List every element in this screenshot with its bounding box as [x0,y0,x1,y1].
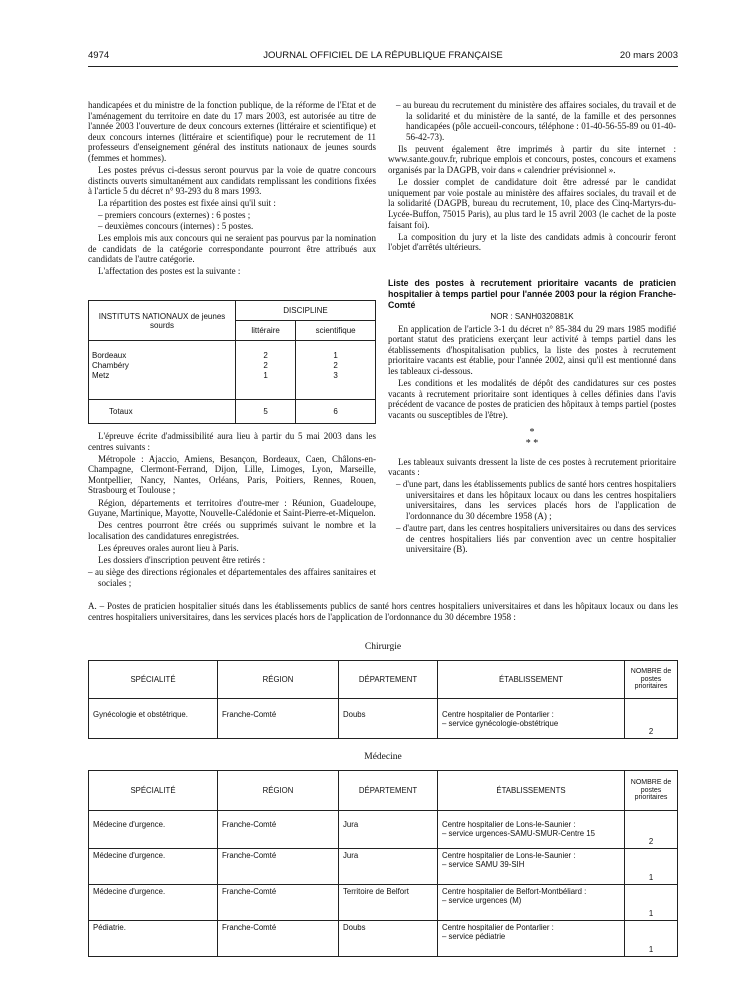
journal-title: JOURNAL OFFICIEL DE LA RÉPUBLIQUE FRANÇAISE [263,50,503,61]
cell-specialite: Pédiatrie. [89,921,218,957]
paragraph: Les postes prévus ci-dessus seront pourvus par la voie de quatre concours distincts ouverts simultanément aux candidats remplissant les conditions fixées à l'article 5 du décret n° 93-293 du 8 mars 1993. [88,165,376,197]
paragraph: La composition du jury et la liste des candidats admis à concourir feront l'objet d'arrêtés ultérieurs. [388,231,676,253]
cell-nombre: 1 [625,885,678,921]
institutes-names [89,341,236,399]
total-label: Totaux [89,399,236,423]
cell-region: Franche-Comté [218,849,339,885]
etablissement-service: – service urgences (M) [442,896,522,905]
etablissement-name: Centre hospitalier de Pontarlier : [442,923,554,932]
section-a-paragraph: A. – Postes de praticien hospitalier situés dans les établissements publics de santé hors centres hospitaliers universitaires et dans les hôpitaux locaux ou dans les centres hospitaliers universitaires, dans les services placés hors de l'application de l'ordonnance du 30 décembre 1958 : [88,601,678,622]
column-header: SPÉCIALITÉ [89,661,218,699]
cell-value: 2 [263,361,268,371]
list-item: – deuxièmes concours (internes) : 5 postes. [98,221,254,232]
cell-etablissement [438,921,625,957]
cell-value: 1 [333,351,338,361]
paragraph: Les conditions et les modalités de dépôt des candidatures sur ces postes vacants à recrutement prioritaire sont identiques à celles définies dans l'avis précédent de vacance de postes de praticien des hôpitaux à temps partiel (postes vacants ou susceptibles de l'être). [388,378,676,420]
cell-nombre: 2 [625,811,678,849]
paragraph: L'épreuve écrite d'admissibilité aura lieu à partir du 5 mai 2003 dans les centres suivants : [88,431,376,452]
chirurgie-heading: Chirurgie [364,642,402,652]
etablissement-name: Centre hospitalier de Pontarlier : [442,710,554,719]
cell-specialite: Médecine d'urgence. [89,811,218,849]
scientific-values [296,341,376,399]
paragraph: Ils peuvent également être imprimés à partir du site internet : www.sante.gouv.fr, rubrique emplois et concours, postes, concours et examens organisés par la DAGPB, voir dans « calendrier prévisionnel ». [388,143,676,176]
left-column-continued [88,431,376,590]
medecine-heading: Médecine [364,752,402,762]
paragraph: Le dossier complet de candidature doit être adressé par le candidat uniquement par voie postale au ministère des affaires sociales, du travail et de la solidarité (DAGPB, bureau du recrutement, 10, place des Cinq-Martyrs-du-Lycée-Buffon, 75015 Paris), au plus tard le 15 avril 2003 (le cachet de la poste faisant foi). [388,177,676,230]
cell-departement: Territoire de Belfort [339,885,438,921]
institutes-table [88,300,376,424]
cell-etablissement [438,699,625,739]
table-row [89,811,678,849]
literary-values [236,341,296,399]
paragraph: Les tableaux suivants dressent la liste de ces postes à recrutement prioritaire vacants : [388,456,676,478]
page-number: 4974 [88,50,110,61]
table-row [89,921,678,957]
cell-departement: Doubs [339,921,438,957]
cell-nombre: 1 [625,849,678,885]
column-header: DÉPARTEMENT [339,771,438,811]
column-header: ÉTABLISSEMENTS [438,771,625,811]
institute-name: Bordeaux [92,351,127,361]
section-title: Liste des postes à recrutement prioritaire vacants de praticien hospitalier à temps partiel pour l'année 2003 pour la région Franche-Comté [388,278,676,310]
total-scientific: 6 [296,399,376,423]
cell-region: Franche-Comté [218,811,339,849]
cell-region: Franche-Comté [218,921,339,957]
chirurgie-table [88,660,678,739]
cell-departement: Doubs [339,699,438,739]
column-header: RÉGION [218,661,339,699]
paragraph: Métropole : Ajaccio, Amiens, Besançon, Bordeaux, Caen, Châlons-en-Champagne, Clermont-Ferrand, Dijon, Lille, Limoges, Lyon, Marseille, Montpellier, Nancy, Nantes, Orléans, Paris, Poitiers, Rennes, Rouen, Strasbourg et Toulouse ; [88,453,376,496]
cell-etablissement [438,885,625,921]
cell-value: 3 [333,371,338,381]
column-header: RÉGION [218,771,339,811]
discipline-header: DISCIPLINE [236,301,376,321]
header-rule [88,66,678,67]
list-item: – premiers concours (externes) : 6 postes ; [98,210,251,221]
total-literary: 5 [236,399,296,423]
left-column [88,100,376,279]
table-row [89,699,678,739]
cell-region: Franche-Comté [218,885,339,921]
paragraph: L'affectation des postes est la suivante : [98,266,241,277]
institute-name: Metz [92,371,110,381]
column-header: NOMBRE de postes prioritaires [625,771,678,811]
scientific-header: scientifique [296,321,376,341]
paragraph: handicapées et du ministre de la fonction publique, de la réforme de l'Etat et de l'aménagement du territoire en date du 17 mars 2003, est autorisée au titre de l'année 2003 l'ouverture de deux concours externes (littéraire et scientifique) et deux concours internes (littéraire et scientifique) pour le recrutement de 11 professeurs d'enseignement général des instituts nationaux de jeunes sourds (femmes et hommes). [88,100,376,163]
etablissement-service: – service SAMU 39-SIH [442,860,525,869]
cell-departement: Jura [339,849,438,885]
medecine-table [88,770,678,957]
list-item: – au siège des directions régionales et départementales des affaires sanitaires et sociales ; [88,567,376,588]
paragraph: Région, départements et territoires d'outre-mer : Réunion, Guadeloupe, Guyane, Martinique, Mayotte, Nouvelle-Calédonie et Saint-Pierre-et-Miquelon. [88,497,376,519]
cell-value: 1 [263,371,268,381]
column-header: ÉTABLISSEMENT [438,661,625,699]
cell-departement: Jura [339,811,438,849]
etablissement-name: Centre hospitalier de Lons-le-Saunier : [442,820,576,829]
cell-etablissement [438,811,625,849]
etablissement-service: – service urgences-SAMU-SMUR-Centre 15 [442,829,595,838]
institute-name: Chambéry [92,361,129,371]
cell-specialite: Médecine d'urgence. [89,885,218,921]
paragraph: Les emplois mis aux concours qui ne seraient pas pourvus par la nomination de candidats de la catégorie correspondante pourront être attribués aux candidats de l'autre catégorie. [88,233,376,265]
paragraph: La répartition des postes est fixée ainsi qu'il suit : [98,198,276,209]
paragraph: Les épreuves orales auront lieu à Paris. [98,542,239,553]
etablissement-service: – service pédiatrie [442,932,506,941]
separator-stars [388,427,676,449]
literary-header: littéraire [236,321,296,341]
list-item: – d'une part, dans les établissements publics de santé hors centres hospitaliers universitaires et dans les hôpitaux locaux ou dans les centres hospitaliers universitaires, dans les services placés hors de l'application de l'ordonnance du 30 décembre 1958 (A) ; [396,479,676,521]
table-row [89,885,678,921]
nor-reference: NOR : SANH0320881K [490,311,574,321]
etablissement-service: – service gynécologie-obstétrique [442,719,559,728]
issue-date: 20 mars 2003 [619,50,678,61]
etablissement-name: Centre hospitalier de Belfort-Montbéliard : [442,887,587,896]
star: * [529,426,535,438]
paragraph: Les dossiers d'inscription peuvent être retirés : [98,555,266,566]
right-column [388,100,676,556]
cell-specialite: Médecine d'urgence. [89,849,218,885]
institutes-column-header: INSTITUTS NATIONAUX de jeunes sourds [89,301,236,341]
list-item: – au bureau du recrutement du ministère des affaires sociales, du travail et de la solidarité et du ministère de la santé, de la famille et des personnes handicapées (pôle accueil-concours, téléphone : 01-40-56-55-89 ou 01-40-56-42-73). [396,100,676,142]
cell-nombre: 1 [625,921,678,957]
column-header: NOMBRE de postes prioritaires [625,661,678,699]
cell-etablissement [438,849,625,885]
table-row [89,849,678,885]
stars: * * [525,437,539,449]
cell-value: 2 [333,361,338,371]
column-header: DÉPARTEMENT [339,661,438,699]
list-item: – d'autre part, dans les centres hospitaliers universitaires ou dans des services de centres hospitaliers liés par convention avec un centre hospitalier universitaire (B). [396,523,676,555]
etablissement-name: Centre hospitalier de Lons-le-Saunier : [442,851,576,860]
column-header: SPÉCIALITÉ [89,771,218,811]
cell-value: 2 [263,351,268,361]
paragraph: Des centres pourront être créés ou supprimés suivant le nombre et la localisation des candidatures enregistrées. [88,520,376,541]
cell-region: Franche-Comté [218,699,339,739]
paragraph: En application de l'article 3-1 du décret n° 85-384 du 29 mars 1985 modifié portant statut des praticiens exerçant leur activité à temps partiel dans les établissements d'hospitalisation publics, la liste des postes à recrutement prioritaire vacants est établie, pour l'année 2002, ainsi qu'il est mentionné dans les tableaux ci-dessous. [388,323,676,377]
page-header [88,50,678,64]
cell-specialite: Gynécologie et obstétrique. [89,699,218,739]
cell-nombre: 2 [625,699,678,739]
